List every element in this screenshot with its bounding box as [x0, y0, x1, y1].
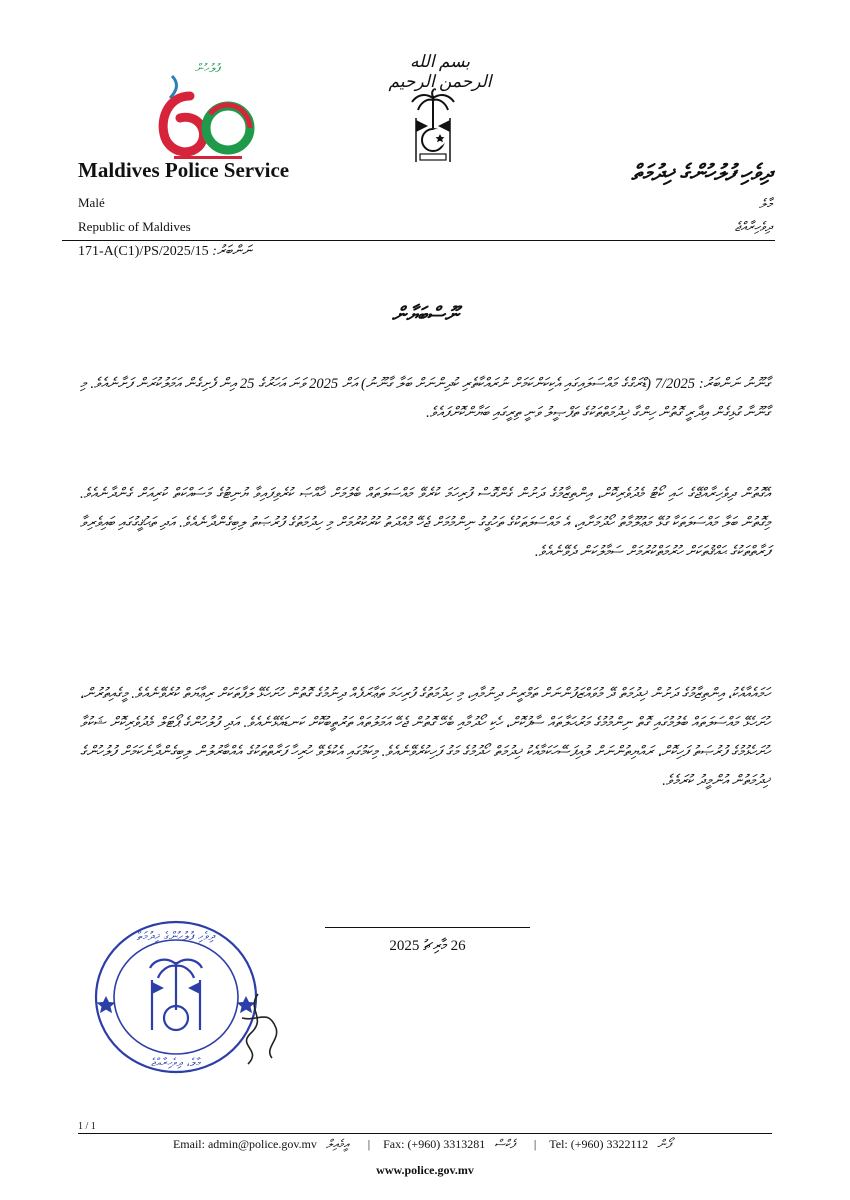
city-en: Malé: [78, 195, 105, 210]
paragraph-1: ގާނޫނު ނަންބަރު: 7/2025 (ޑްރަގްގެ މައްސަލައިގައި އެކިކަންކަމަށް ނުރައްކާތެރި ކުދިންނަށް ބަލާ ގާނޫނު) އަށް 2025 ވަނަ އަހަރުގެ 25 އިން ފެށިގެން އަމަލުކުރަން ފަށާނެއެވެ. މި ގާނޫނާ ގުޅިގެން އިދާރީ ގޮތުން ހިންގާ ޚިދުމަތްތަކުގެ ތަފްޞީލު ވަނީ ތިރީގައި ބަޔާންކޮށްފައެވެ.: [80, 376, 770, 421]
fax-number: (+960) 3313281: [407, 1137, 486, 1151]
footer-separator: |: [533, 1137, 537, 1151]
header-divider: [62, 240, 775, 241]
stamp-text-bottom: މާލެ، ދިވެހިރާއްޖެ: [151, 1056, 201, 1069]
footer-contact: [78, 1137, 772, 1152]
state-emblem-icon: [402, 88, 464, 166]
paragraph-2: އެގޮތުން ދިވެހިރާއްޖޭގެ ހައި ކޯޓު މެދުވެރިކޮށް، އިންތިޒާމުގެ ދަށުން ގެންގޮސް ފުރިހަމަ ކުރެވޭ މައްސަލަތައް ބެލުމަށް ޚާއްޞަ ކުރެވިފައިވާ ޔުނިޓުގެ މަސައްކަތް ކުރިއަށް ގެންދާނެއެވެ. މިގޮތުން ބަލާ މައްސަލަތަކާ ގުޅޭ މަޢުލޫމާތު ހޯދުމަށާއި، އެ މައްސަލަތަކުގެ ތަހުގީގު ނިންމުމަށް ޖެހޭ މުއްދަތު ކުރުކުރުމަށް މި ހިދުމަތުގެ ފުރުޞަތު ލިބިގެންދާނެއެވެ. އަދި ތަޙުޤީގުގައި ބައިވެރިވާ ފަރާތްތަކުގެ ޙައްޤުތަކަށް ހުރުމަތްކުރުމަށް ސަމާލުކަން ދެވޭނެއެވެ.: [80, 486, 770, 560]
reference-number: [78, 244, 252, 260]
country-en: Republic of Maldives: [78, 219, 191, 234]
document-title: ނޫސްބަޔާން: [391, 304, 459, 326]
logo-text: ފުލުހުން: [195, 61, 221, 75]
document-date: 26 މާރިޗު 2025: [389, 938, 466, 954]
org-name-en: Maldives Police Service: [78, 158, 290, 182]
email-label-en: Email:: [172, 1137, 205, 1151]
fax-label-dv: ފެކްސް: [494, 1137, 515, 1151]
footer-divider: [78, 1133, 772, 1134]
org-name-dv: ދިވެހި ފުލުހުންގެ ޚިދުމަތް: [631, 160, 772, 185]
signature-line: [325, 927, 530, 928]
city-dv: މާލެ: [759, 196, 772, 211]
signature: [228, 988, 288, 1068]
tel-label-en: Tel:: [549, 1137, 568, 1151]
website-link[interactable]: www.police.gov.mv: [376, 1163, 474, 1177]
country-dv: ދިވެހިރާއްޖެ: [734, 219, 772, 234]
police-60th-anniversary-logo: [150, 58, 265, 166]
footer-separator: |: [367, 1137, 371, 1151]
email-link[interactable]: admin@police.gov.mv: [207, 1137, 317, 1151]
tel-label-dv: ފޯން: [657, 1137, 672, 1151]
tel-number: (+960) 3322112: [570, 1137, 649, 1151]
basmala: بسم الله الرحمن الرحيم: [388, 52, 492, 91]
email-label-dv: އީމެއިލް: [325, 1137, 349, 1151]
fax-label-en: Fax:: [383, 1137, 405, 1151]
page-number: 1 / 1: [78, 1121, 96, 1132]
reference-number-value: 171-A(C1)/PS/2025/15: [78, 244, 209, 259]
reference-label: ނަންބަރު:: [212, 244, 252, 259]
stamp-text-top: ދިވެހި ފުލުހުންގެ ޚިދުމަތް: [136, 929, 216, 943]
paragraph-3: ހަމައެއާއެކު، އިންތިޒާމުގެ ދަށުން ޚިދުމަތް ދޭ މުވައްޒަފުންނަށް ތަމްރީނު ދިނުމާއި، މި ހިދުމަތުގެ ފުރިހަމަ ތަޢާރަފެއް ދިނުމުގެ ގޮތުން ހުށަހެޅޭ ލަފާތަކަށް ރިޢާޔަތް ކުރެވޭނެއެވެ. މީގެއިތުރުން، ހުށަހެޅޭ މައްސަލަތައް ބެލުމުގައި ގޮތް ނިންމުމުގެ މަރުޙަލާތައް ސާފުކޮށް، ހެކި ހޯދުމާއި ބެހޭ ގޮތުން ޖެހޭ އަމަލުތައް ތަރުތީބުކޮށް ކަނޑައެޅޭނެއެވެ. އަދި ފުލުހުންގެ ޕޯޓަލް މެދުވެރިކޮށް ޝަކުވާ ހުށަހެޅުމުގެ ފުރުޞަތު ފަހިކޮށް، ރައްޔިތުންނަށް ލުއިފަސޭހަކަމާއެކު ޚިދުމަތް ހޯދުމުގެ މަގު ފަހިކުރެވޭނެއެވެ. މިކަމުގައި އެކުލެވޭ ހުރިހާ ފަރާތްތަކުގެ އެއްބާރުލުން ލިބިގެންދާނެކަމަށް ފުލުހުންގެ ޚިދުމަތުން އުންމީދު ކުރަމެވެ.: [80, 686, 770, 789]
